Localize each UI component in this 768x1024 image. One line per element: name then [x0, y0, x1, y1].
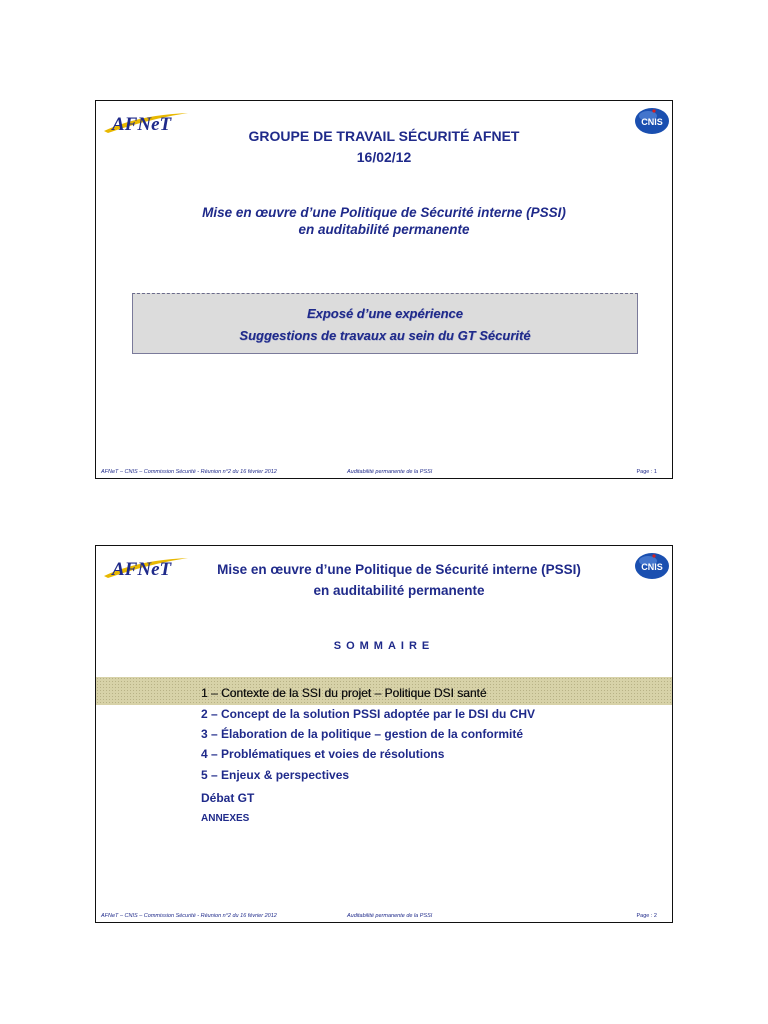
experience-line2: Suggestions de travaux au sein du GT Sécurité	[239, 328, 531, 343]
sommaire-item-debat: Débat GT	[201, 791, 255, 805]
slide2-footer-left: AFNeT – CNIS – Commission Sécurité - Réunion n°2 du 16 février 2012	[101, 913, 277, 919]
slide-2	[95, 545, 673, 923]
sommaire-heading: SOMMAIRE	[333, 640, 435, 652]
svg-text:AFNeT: AFNeT	[112, 114, 172, 135]
slide2-title-line1: Mise en œuvre d’une Politique de Sécurité interne (PSSI)	[217, 562, 581, 577]
sommaire-item-annexes: ANNEXES	[201, 813, 250, 824]
sommaire-item-1: 1 – Contexte de la SSI du projet – Politique DSI santé	[201, 686, 487, 700]
experience-box	[132, 293, 638, 354]
sommaire-item-5: 5 – Enjeux & perspectives	[201, 768, 350, 782]
experience-line1: Exposé d’une expérience	[306, 306, 464, 321]
slide1-subtitle-line1: Mise en œuvre d’une Politique de Sécurité interne (PSSI)	[202, 205, 566, 220]
slide1-page-number: Page : 1	[636, 469, 657, 475]
slide1-title: GROUPE DE TRAVAIL SÉCURITÉ AFNET	[248, 128, 520, 144]
svg-text:CNIS: CNIS	[641, 562, 663, 572]
slide1-footer-left: AFNeT – CNIS – Commission Sécurité - Réunion n°2 du 16 février 2012	[101, 469, 277, 475]
slide2-title-line2: en auditabilité permanente	[313, 583, 485, 598]
cnis-logo	[634, 550, 670, 580]
slide1-date: 16/02/12	[356, 149, 412, 165]
slide1-subtitle-line2: en auditabilité permanente	[298, 222, 470, 237]
slide2-page-number: Page : 2	[636, 913, 657, 919]
svg-text:AFNeT: AFNeT	[112, 559, 172, 580]
slide2-footer-mid: Auditabilité permanente de la PSSI	[347, 913, 433, 919]
svg-text:CNIS: CNIS	[641, 117, 663, 127]
sommaire-item-3: 3 – Élaboration de la politique – gestion de la conformité	[201, 727, 524, 741]
slide1-footer-mid: Auditabilité permanente de la PSSI	[347, 469, 433, 475]
sommaire-item-4: 4 – Problématiques et voies de résolutions	[201, 747, 445, 761]
slide-1	[95, 100, 673, 479]
sommaire-item-2: 2 – Concept de la solution PSSI adoptée par le DSI du CHV	[201, 707, 536, 721]
